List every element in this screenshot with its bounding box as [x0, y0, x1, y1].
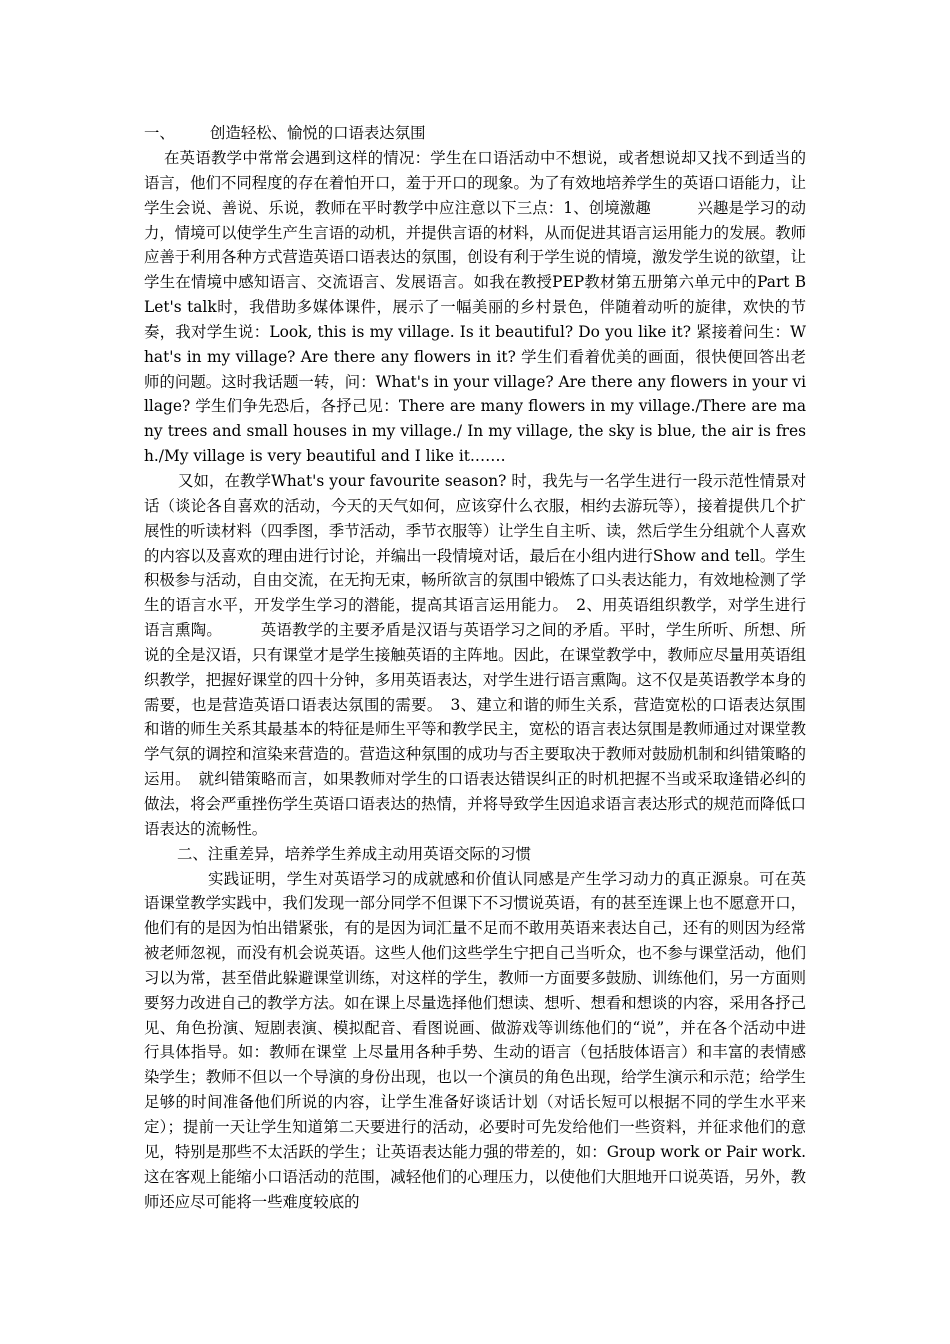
- section-1-number: 一、: [144, 124, 175, 142]
- section-2-heading: 二、注重差异，培养学生养成主动用英语交际的习惯: [177, 844, 531, 863]
- paragraph-3: 实践证明，学生对英语学习的成就感和价值认同感是产生学习动力的真正源泉。可在英语课堂教学实践中，我们发现一部分同学不但课下不习惯说英语，有的甚至连课上也不愿意开口，他们有的是因为怕出错紧张，有的是因为词汇量不足而不敢用英语来表达自己，还有的则因为经常被老师忽视，而没有机会说英语。这些人他们这些学生宁把自己当听众，也不参与课堂活动，他们习以为常，甚至借此躲避课堂训练，对这样的学生，教师一方面要多鼓励、训练他们，另一方面则要努力改进自己的教学方法。如在课上尽量选择他们想读、想听、想看和想谈的内容，采用各抒己见、角色扮演、短剧表演、模拟配音、看图说画、做游戏等训练他们的“说”，并在各个活动中进行具体指导。如：教师在课堂 上尽量用各种手势、生动的语言（包括肢体语言）和丰富的表情感染学生；教师不但以一个导演的身份出现，也以一个演员的角色出现，给学生演示和示范；给学生足够的时间准备他们所说的内容，让学生准备好谈话计划（对话长短可以根据不同的学生水平来定）；提前一天让学生知道第二天要进行的活动，必要时可先发给他们一些资料，并征求他们的意见，特别是那些不太活跃的学生；让英语表达能力强的带差的，如：Group work or Pair work. 这在客观上能缩小口语活动的范围，减轻他们的心理压力，以使他们大胆地开口说英语，另外，教师还应尽可能将一些难度较底的: [144, 869, 806, 1211]
- document-page: [144, 121, 853, 1214]
- paragraph-2: 又如，在教学What's your favourite season? 时，我先与一名学生进行一段示范性情景对话（谈论各自喜欢的活动，今天的天气如何，应该穿什么衣服，相约去游玩等），接着提供几个扩展性的听读材料（四季图，季节活动，季节衣服等）让学生自主听、读，然后学生分组就个人喜欢的内容以及喜欢的理由进行讨论，并编出一段情境对话，最后在小组内进行Show and tell。学生积极参与活动，自由交流，在无拘无束，畅所欲言的氛围中锻炼了口头表达能力，有效地检测了学生的语言水平，开发学生学习的潜能，提高其语言运用能力。 2、用英语组织教学，对学生进行语言熏陶。 英语教学的主要矛盾是汉语与英语学习之间的矛盾。平时，学生所听、所想、所说的全是汉语，只有课堂才是学生接触英语的主阵地。因此，在课堂教学中，教师应尽量用英语组织教学，把握好课堂的四十分钟，多用英语表达，对学生进行语言熏陶。这不仅是英语教学本身的需要，也是营造英语口语表达氛围的需要。 3、建立和谐的师生关系，营造宽松的口语表达氛围 和谐的师生关系其最基本的特征是师生平等和教学民主，宽松的语言表达氛围是教师通过对课堂教学气氛的调控和渲染来营造的。营造这种氛围的成功与否主要取决于教师对鼓励机制和纠错策略的运用。 就纠错策略而言，如果教师对学生的口语表达错误纠正的时机把握不当或采取逢错必纠的做法，将会严重挫伤学生英语口语表达的热情，并将导致学生因追求语言表达形式的规范而降低口语表达的流畅性。: [144, 471, 853, 838]
- section-1-title: 创造轻松、愉悦的口语表达氛围: [210, 124, 426, 142]
- section-1-heading: [144, 121, 806, 146]
- paragraph-1: 在英语教学中常常会遇到这样的情况：学生在口语活动中不想说，或者想说却又找不到适当的语言，他们不同程度的存在着怕开口，羞于开口的现象。为了有效地培养学生的英语口语能力，让学生会说、善说、乐说，教师在平时教学中应注意以下三点：1、创境激趣 兴趣是学习的动力，情境可以使学生产生言语的动机，并提供言语的材料，从而促进其语言运用能力的发展。教师应善于利用各种方式营造英语口语表达的氛围，创设有利于学生说的情境，激发学生说的欲望，让学生在情境中感知语言、交流语言、发展语言。如我在教授PEP教材第五册第六单元中的Part B Let's talk时，我借助多媒体课件，展示了一幅美丽的乡村景色，伴随着动听的旋律，欢快的节奏，我对学生说：Look, this is my village. Is it beautiful? Do you like it? 紧接着问生：What's in my village? Are there any flowers in it? 学生们看着优美的画面，很快便回答出老师的问题。这时我话题一转，问：What's in your village? Are there any flowers in your village? 学生们争先恐后，各抒己见：There are many flowers in my village./There are many trees and small houses in my village./ In my village, the sky is blue, the air is fresh./My village is very beautiful and I like it.……: [144, 149, 806, 466]
